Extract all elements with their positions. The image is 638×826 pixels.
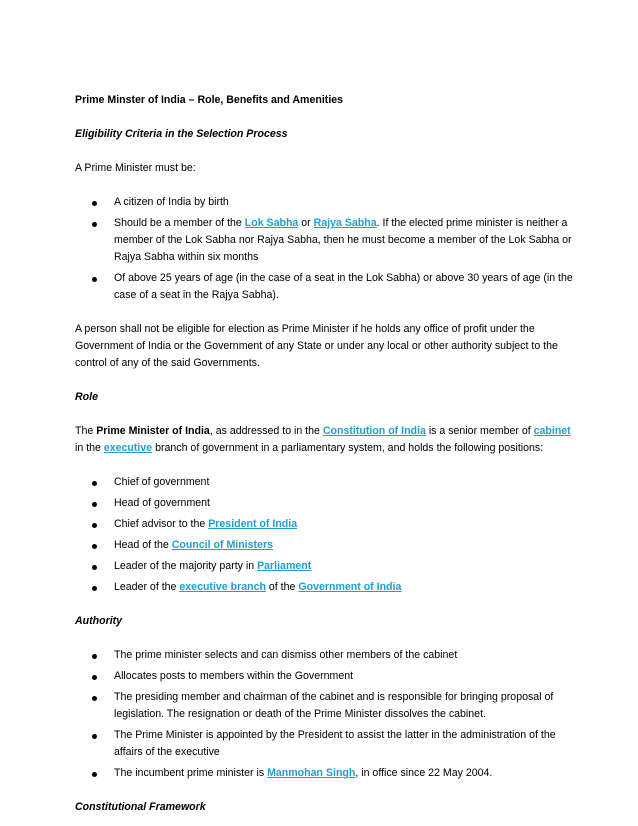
link-rajya-sabha[interactable]: Rajya Sabha bbox=[313, 217, 377, 229]
bullet-icon bbox=[92, 565, 97, 570]
bullet-icon bbox=[92, 277, 97, 282]
link-council-of-ministers[interactable]: Council of Ministers bbox=[171, 539, 273, 551]
link-president-of-india[interactable]: President of India bbox=[208, 518, 298, 530]
link-manmohan-singh[interactable]: Manmohan Singh bbox=[267, 767, 356, 779]
heading-constitutional-framework: Constitutional Framework bbox=[75, 801, 206, 813]
list-item: Head of the Council of Ministers bbox=[75, 537, 575, 554]
list-item: The Prime Minister is appointed by the President to assist the latter in the administration of the affairs of the executive bbox=[75, 727, 575, 761]
bullet-icon bbox=[92, 201, 97, 206]
bullet-icon bbox=[92, 772, 97, 777]
list-item: Chief advisor to the President of India bbox=[75, 516, 575, 533]
bullet-icon bbox=[92, 523, 97, 528]
heading-eligibility: Eligibility Criteria in the Selection Process bbox=[75, 128, 288, 140]
list-item: The prime minister selects and can dismiss other members of the cabinet bbox=[75, 647, 575, 664]
bullet-icon bbox=[92, 481, 97, 486]
link-government-of-india[interactable]: Government of India bbox=[298, 581, 402, 593]
list-item: Head of government bbox=[75, 495, 575, 512]
link-cabinet[interactable]: cabinet bbox=[533, 425, 571, 437]
list-item: A citizen of India by birth bbox=[75, 194, 575, 211]
link-constitution-of-india[interactable]: Constitution of India bbox=[322, 425, 426, 437]
list-item: The incumbent prime minister is Manmohan Singh, in office since 22 May 2004. bbox=[75, 765, 575, 782]
list-item: Of above 25 years of age (in the case of a seat in the Lok Sabha) or above 30 years of age (in the case of a seat in the Rajya Sabha). bbox=[75, 270, 575, 304]
bullet-icon bbox=[92, 654, 97, 659]
eligibility-list bbox=[75, 194, 575, 304]
authority-list bbox=[75, 647, 575, 782]
list-item: Leader of the majority party in Parliament bbox=[75, 558, 575, 575]
list-item: The presiding member and chairman of the cabinet and is responsible for bringing proposal of legislation. The resignation or death of the Prime Minister dissolves the cabinet. bbox=[75, 689, 575, 723]
eligibility-note: A person shall not be eligible for election as Prime Minister if he holds any office of profit under the Government of India or the Government of any State or under any local or other authority subject to the control of any of the said Governments. bbox=[75, 323, 558, 369]
bullet-icon bbox=[92, 544, 97, 549]
role-list bbox=[75, 474, 575, 596]
list-item: Chief of government bbox=[75, 474, 575, 491]
document-page bbox=[75, 92, 575, 816]
list-item: Leader of the executive branch of the Government of India bbox=[75, 579, 575, 596]
eligibility-intro: A Prime Minister must be: bbox=[75, 162, 196, 174]
document-title: Prime Minster of India – Role, Benefits and Amenities bbox=[75, 94, 344, 106]
link-lok-sabha[interactable]: Lok Sabha bbox=[244, 217, 299, 229]
role-paragraph: The Prime Minister of India, as addressed to in the Constitution of India is a senior member of cabinet in the executive branch of government in a parliamentary system, and holds the following positions: bbox=[75, 425, 571, 454]
heading-role: Role bbox=[75, 391, 98, 403]
list-item: Allocates posts to members within the Government bbox=[75, 668, 575, 685]
list-item: Should be a member of the Lok Sabha or Rajya Sabha. If the elected prime minister is neither a member of the Lok Sabha nor Rajya Sabha, then he must become a member of the Lok Sabha or Rajya Sabha within six months bbox=[75, 215, 575, 266]
bullet-icon bbox=[92, 222, 97, 227]
bullet-icon bbox=[92, 675, 97, 680]
link-executive-branch[interactable]: executive branch bbox=[179, 581, 266, 593]
heading-authority: Authority bbox=[75, 615, 123, 627]
link-executive[interactable]: executive bbox=[103, 442, 153, 454]
link-parliament[interactable]: Parliament bbox=[257, 560, 312, 572]
bullet-icon bbox=[92, 696, 97, 701]
bullet-icon bbox=[92, 502, 97, 507]
bullet-icon bbox=[92, 586, 97, 591]
bullet-icon bbox=[92, 734, 97, 739]
